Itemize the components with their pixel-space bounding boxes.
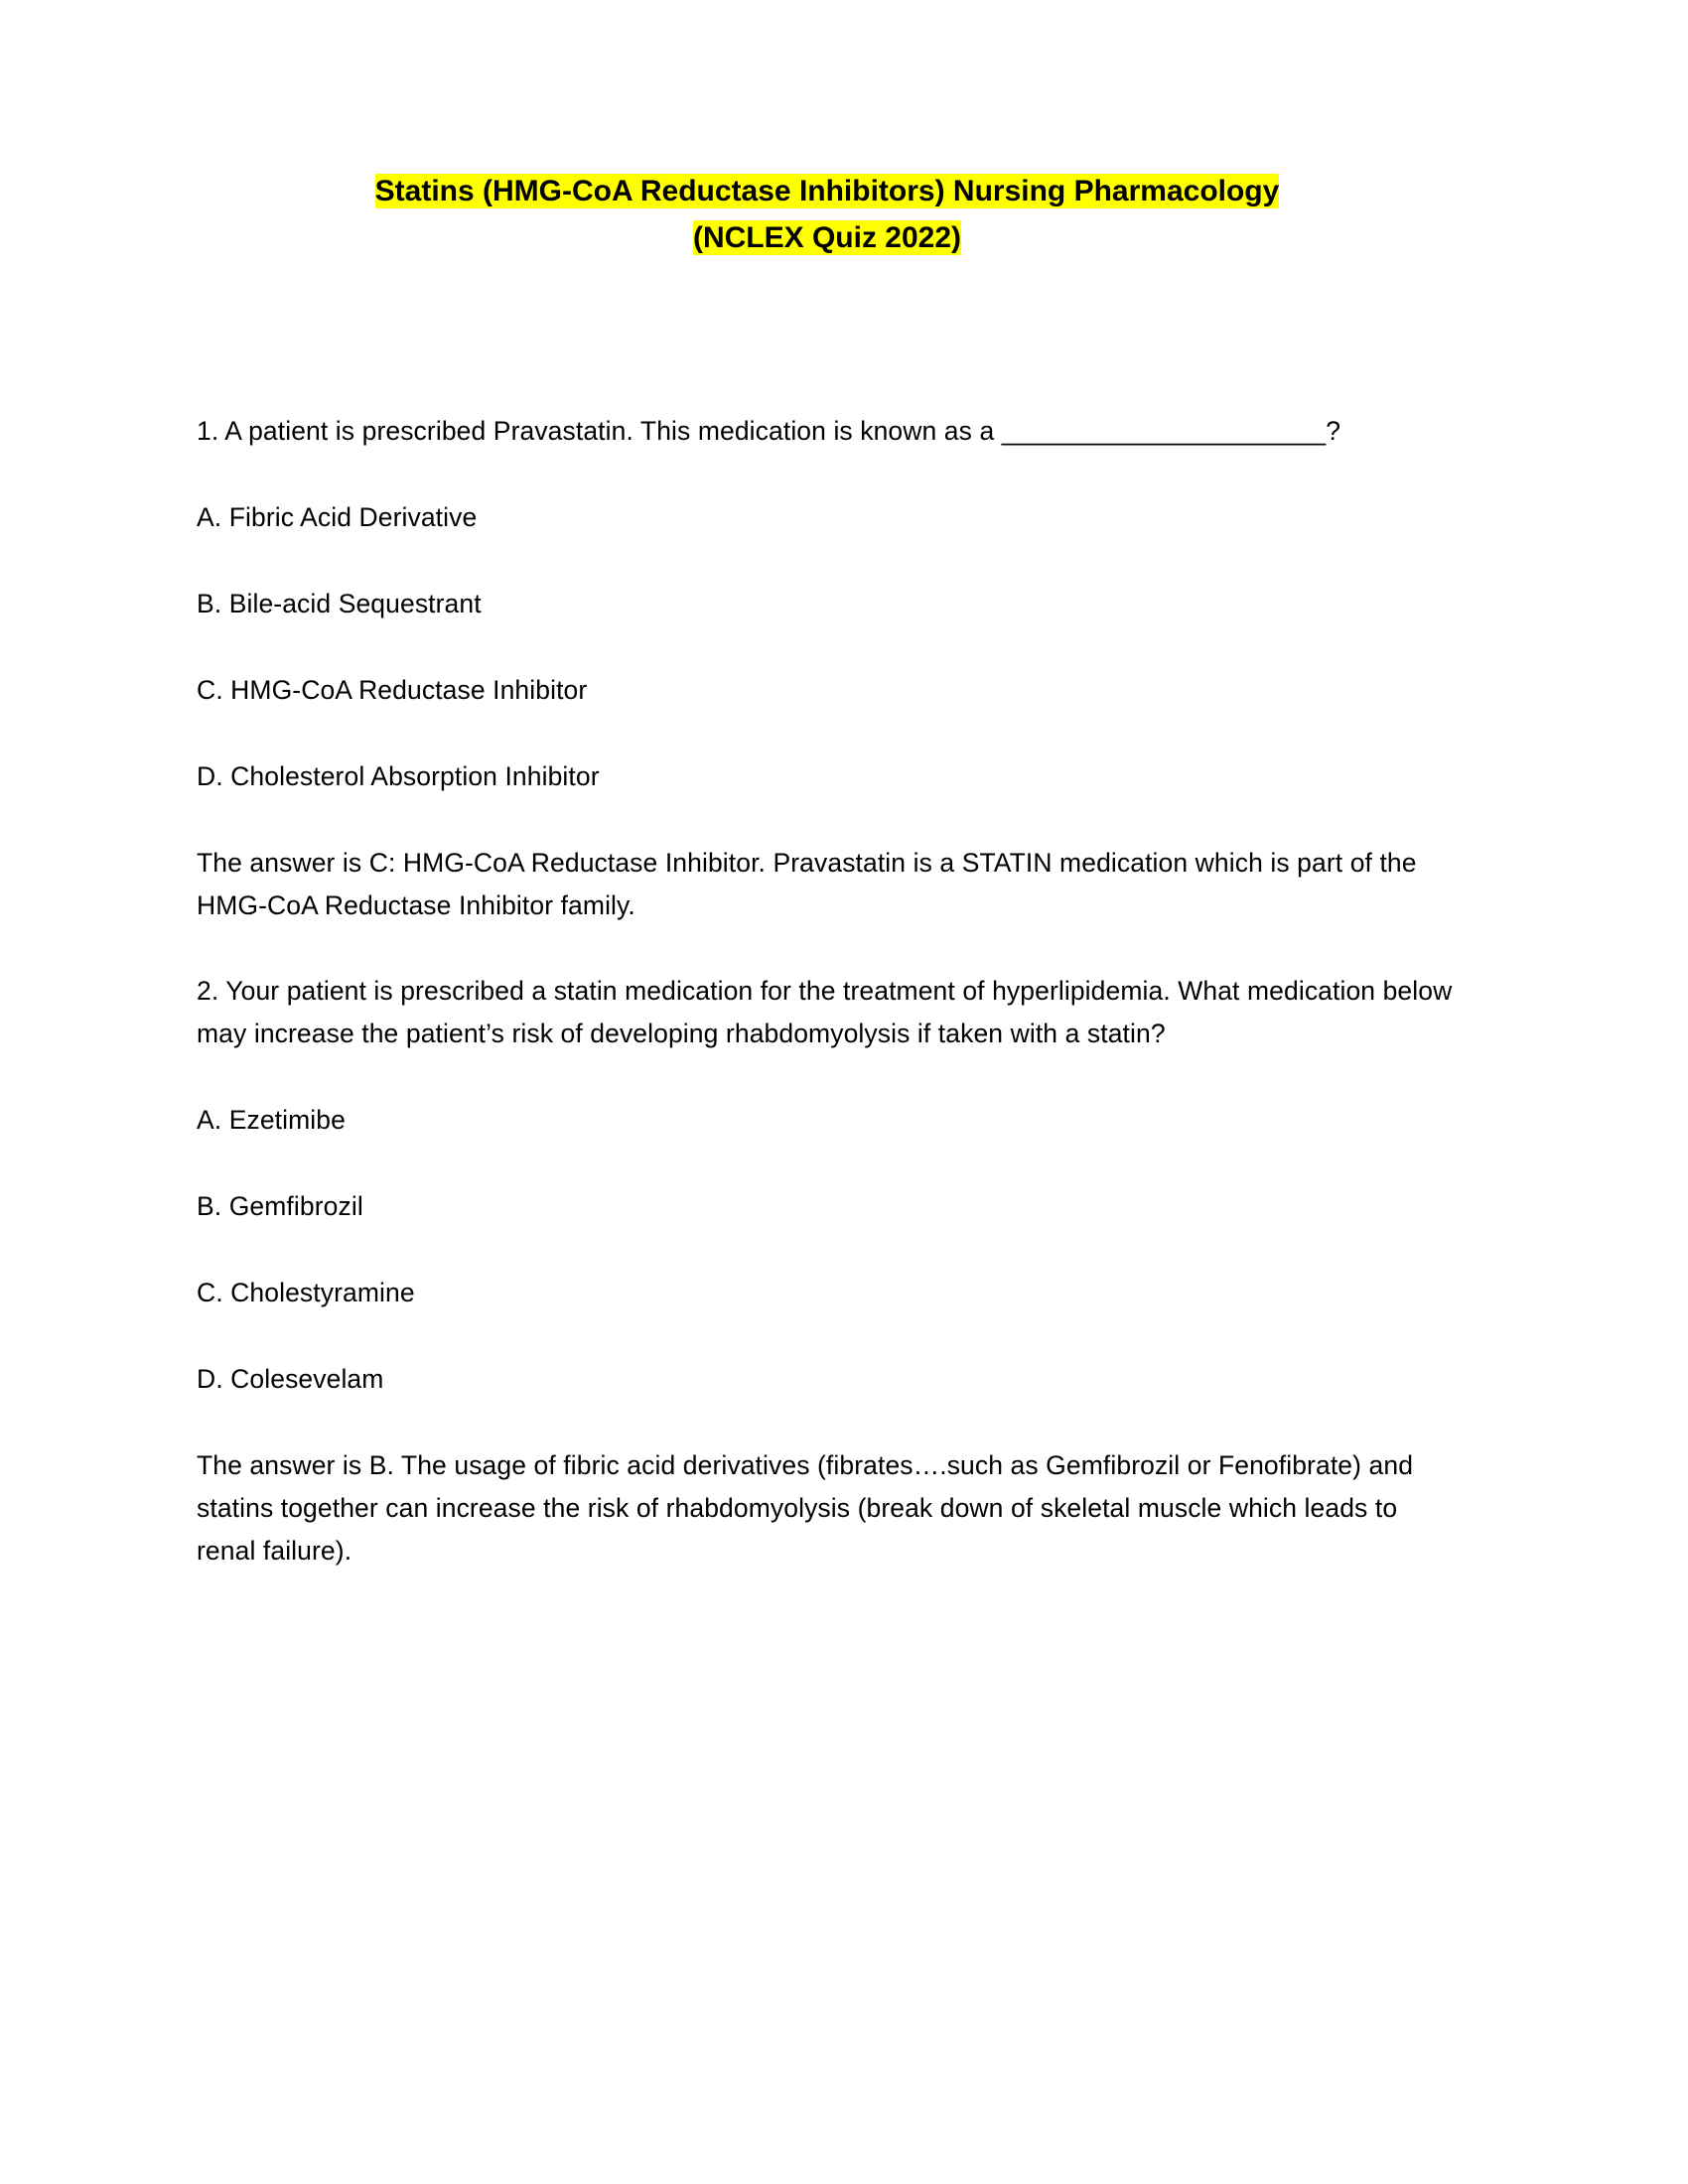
document-content: [197, 169, 1458, 1572]
question-2-option-a: A. Ezetimibe: [197, 1105, 346, 1136]
question-2-answer: The answer is B. The usage of fibric acid derivatives (fibrates….such as Gemfibrozil or Fenofibrate) and statins together can increase the risk of rhabdomyolysis (break down of skeletal muscle which leads to renal failure).: [197, 1449, 1414, 1566]
question-1-option-a: A. Fibric Acid Derivative: [197, 501, 478, 532]
question-1-answer: The answer is C: HMG-CoA Reductase Inhibitor. Pravastatin is a STATIN medication which is part of the HMG-CoA Reductase Inhibitor family.: [197, 847, 1417, 920]
page-title: [197, 169, 1458, 261]
question-1-stem: 1. A patient is prescribed Pravastatin. This medication is known as a ______________________?: [197, 416, 1341, 446]
question-2-option-d: D. Colesevelam: [197, 1364, 384, 1395]
question-1-option-c: C. HMG-CoA Reductase Inhibitor: [197, 674, 588, 705]
question-1-option-b: B. Bile-acid Sequestrant: [197, 588, 482, 618]
question-2-option-c: C. Cholestyramine: [197, 1278, 415, 1308]
quiz-body: [197, 410, 1458, 1572]
page-title-line-1: Statins (HMG-CoA Reductase Inhibitors) Nursing Pharmacology: [374, 175, 1280, 207]
question-2-stem: 2. Your patient is prescribed a statin medication for the treatment of hyperlipidemia. What medication below may increase the patient’s risk of developing rhabdomyolysis if taken with a statin?: [197, 976, 1453, 1049]
question-1-option-d: D. Cholesterol Absorption Inhibitor: [197, 760, 600, 791]
page-title-line-2: (NCLEX Quiz 2022): [692, 220, 962, 254]
question-2-option-b: B. Gemfibrozil: [197, 1191, 363, 1222]
